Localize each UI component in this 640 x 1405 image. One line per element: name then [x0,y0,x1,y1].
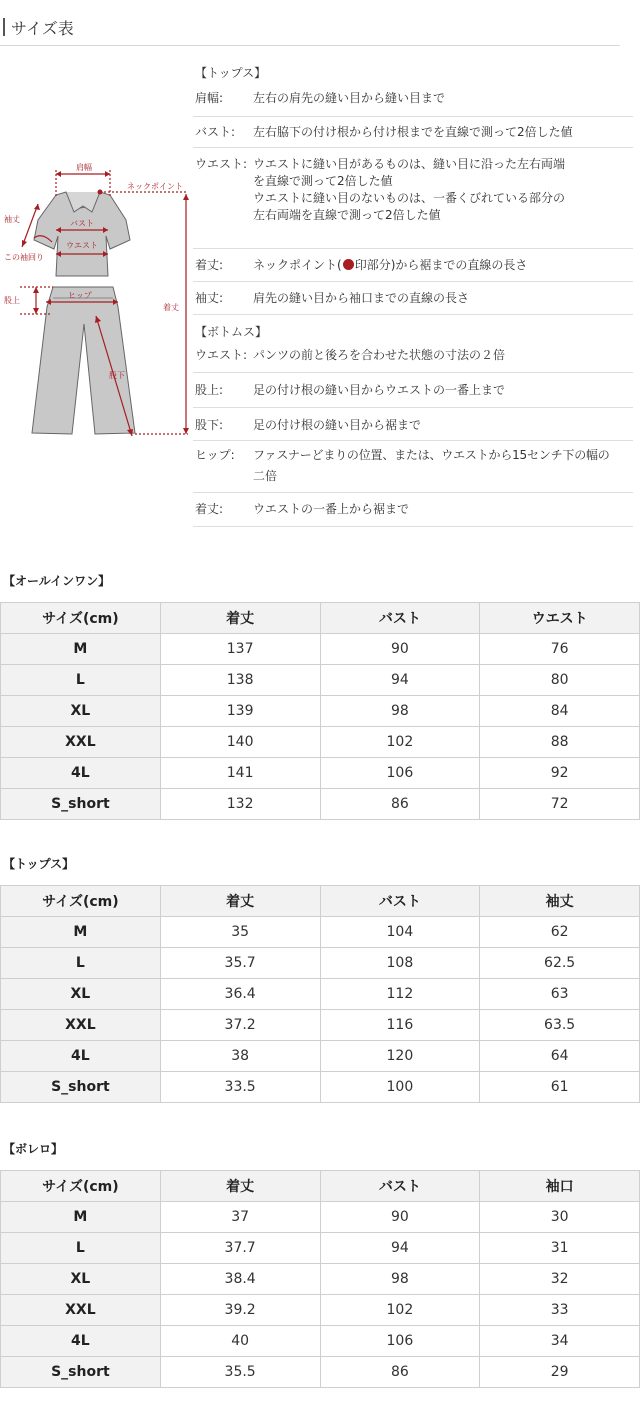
table-row [1,1357,640,1388]
table-cell: 31 [480,1233,640,1264]
size-label-cell: XL [1,979,161,1010]
neck-point-label: ネックポイント [127,182,183,191]
size-table [0,1170,640,1388]
hip-label: ヒップ [68,291,92,300]
cuff-label: この袖回り [4,253,44,262]
table-row [1,696,640,727]
table-cell: 98 [320,1264,480,1295]
size-label-cell: L [1,665,161,696]
def-desc: パンツの前と後ろを合わせた状態の寸法の２倍 [253,348,506,362]
table-header-cell: サイズ(cm) [1,886,161,917]
table-row [1,948,640,979]
size-label-cell: 4L [1,1041,161,1072]
table-cell: 140 [160,727,320,758]
table-row [1,1233,640,1264]
table-cell: 102 [320,1295,480,1326]
table-cell: 88 [480,727,640,758]
def-row-waist [193,148,633,249]
size-label-cell: M [1,917,161,948]
measurement-guide [0,52,640,552]
def-row-sleeve [193,282,633,315]
inseam-label: 股下 [109,371,125,380]
table-row [1,1072,640,1103]
table-cell: 132 [160,789,320,820]
table-cell: 36.4 [160,979,320,1010]
size-label-cell: L [1,1233,161,1264]
table-cell: 86 [320,1357,480,1388]
table-cell: 62.5 [480,948,640,979]
table-cell: 61 [480,1072,640,1103]
size-label-cell: 4L [1,1326,161,1357]
def-row-rise [193,373,633,408]
def-desc: 左右の肩先の縫い目から縫い目まで [253,91,446,105]
table-cell: 34 [480,1326,640,1357]
table-cell: 33.5 [160,1072,320,1103]
bust-label: バスト [70,219,94,228]
table-cell: 106 [320,1326,480,1357]
size-label-cell: L [1,948,161,979]
table-cell: 40 [160,1326,320,1357]
def-term: バスト: [195,125,236,139]
size-table [0,885,640,1103]
table-cell: 92 [480,758,640,789]
table-row [1,1326,640,1357]
table-cell: 94 [320,665,480,696]
def-desc [253,257,633,274]
table-header-cell: 着丈 [160,886,320,917]
table-cell: 86 [320,789,480,820]
table-row [1,1010,640,1041]
table-header-cell: 着丈 [160,603,320,634]
table-cell: 98 [320,696,480,727]
def-desc: 肩先の縫い目から袖口までの直線の長さ [253,291,470,305]
size-label-cell: M [1,1202,161,1233]
table-cell: 100 [320,1072,480,1103]
table-header-cell: サイズ(cm) [1,603,161,634]
def-desc: ウエストに縫い目があるものは、縫い目に沿った左右両端 [253,157,566,171]
def-desc: を直線で測って2倍した値 [253,174,393,188]
table-cell: 39.2 [160,1295,320,1326]
def-desc-part: 印部分)から裾までの直線の長さ [354,258,528,272]
table-cell: 108 [320,948,480,979]
table-cell: 38.4 [160,1264,320,1295]
table-cell: 76 [480,634,640,665]
table-header-cell: 袖丈 [480,886,640,917]
def-desc: 左右両端を直線で測って2倍した値 [253,208,441,222]
page-header [0,12,620,46]
def-desc: 足の付け根の縫い目からウエストの一番上まで [253,383,506,397]
table-cell: 72 [480,789,640,820]
table-title: 【ボレロ】 [3,1142,64,1156]
table-cell: 139 [160,696,320,727]
table-cell: 90 [320,1202,480,1233]
table-cell: 62 [480,917,640,948]
def-term: ウエスト: [195,348,248,362]
pants-garment-shape [32,287,135,434]
table-header-cell: バスト [320,603,480,634]
table-cell: 104 [320,917,480,948]
table-header-cell: バスト [320,1171,480,1202]
table-cell: 63.5 [480,1010,640,1041]
table-cell: 112 [320,979,480,1010]
def-term: 着丈: [195,258,224,272]
neck-point-dot [98,190,103,195]
size-label-cell: S_short [1,789,161,820]
table-header-row [1,886,640,917]
size-label-cell: XXL [1,1295,161,1326]
def-term: 肩幅: [195,91,224,105]
size-label-cell: XXL [1,1010,161,1041]
measurement-definitions [193,52,633,527]
def-term: ウエスト: [195,157,248,171]
waist-label: ウエスト [66,241,98,250]
size-label-cell: XL [1,696,161,727]
table-row [1,979,640,1010]
def-row-shoulder [193,84,633,117]
table-header-cell: 袖口 [480,1171,640,1202]
def-term: 着丈: [195,502,224,516]
table-row [1,1202,640,1233]
table-cell: 35.5 [160,1357,320,1388]
def-term: ヒップ: [195,448,235,462]
garment-illustration [0,102,192,442]
table-cell: 35 [160,917,320,948]
def-desc-part: ネックポイント( [253,258,342,272]
rise-label: 股上 [4,296,20,305]
table-row [1,634,640,665]
table-header-row [1,603,640,634]
table-cell: 80 [480,665,640,696]
def-term: 袖丈: [195,291,224,305]
table-header-cell: バスト [320,886,480,917]
def-row-length [193,249,633,282]
def-row-bottom-length [193,493,633,527]
table-cell: 94 [320,1233,480,1264]
table-cell: 32 [480,1264,640,1295]
table-header-cell: サイズ(cm) [1,1171,161,1202]
def-term: 股下: [195,418,224,432]
table-cell: 106 [320,758,480,789]
table-cell: 37.2 [160,1010,320,1041]
size-label-cell: S_short [1,1357,161,1388]
table-cell: 30 [480,1202,640,1233]
table-row [1,1041,640,1072]
table-cell: 37 [160,1202,320,1233]
size-label-cell: S_short [1,1072,161,1103]
table-title: 【オールインワン】 [3,574,111,588]
table-header-cell: ウエスト [480,603,640,634]
shoulder-label: 肩幅 [76,163,92,172]
table-cell: 64 [480,1041,640,1072]
size-table [0,602,640,820]
def-row-bust [193,117,633,148]
def-row-inseam [193,408,633,441]
def-term: 股上: [195,383,224,397]
table-cell: 35.7 [160,948,320,979]
def-row-bottom-waist [193,343,633,373]
table-title: 【トップス】 [3,857,75,871]
table-cell: 90 [320,634,480,665]
table-cell: 84 [480,696,640,727]
size-label-cell: 4L [1,758,161,789]
size-label-cell: XL [1,1264,161,1295]
table-cell: 37.7 [160,1233,320,1264]
bottoms-guide-title: 【ボトムス】 [195,325,268,339]
table-cell: 116 [320,1010,480,1041]
table-header-cell: 着丈 [160,1171,320,1202]
table-row [1,1295,640,1326]
def-desc: ウエストの一番上から裾まで [253,502,410,516]
table-header-row [1,1171,640,1202]
table-cell: 137 [160,634,320,665]
length-label: 着丈 [163,303,179,312]
def-desc: ファスナーどまりの位置、または、ウエストから15センチ下の幅の [253,448,610,462]
def-row-hip [193,441,633,493]
tops-guide-title: 【トップス】 [195,66,267,80]
def-desc: 二倍 [253,469,278,483]
table-row [1,727,640,758]
table-cell: 38 [160,1041,320,1072]
table-cell: 33 [480,1295,640,1326]
size-label-cell: M [1,634,161,665]
sleeve-label: 袖丈 [4,215,20,224]
header-accent-bar [3,18,5,36]
table-cell: 63 [480,979,640,1010]
table-cell: 141 [160,758,320,789]
page-title: サイズ表 [11,19,74,38]
table-row [1,665,640,696]
table-cell: 102 [320,727,480,758]
table-cell: 138 [160,665,320,696]
table-cell: 120 [320,1041,480,1072]
table-cell: 29 [480,1357,640,1388]
def-desc: 左右脇下の付け根から付け根までを直線で測って2倍した値 [253,125,573,139]
def-desc: 足の付け根の縫い目から裾まで [253,418,422,432]
neck-point-marker-icon [343,259,354,270]
def-desc: ウエストに縫い目のないものは、一番くびれている部分の [253,191,566,205]
table-row [1,758,640,789]
size-label-cell: XXL [1,727,161,758]
table-row [1,1264,640,1295]
table-row [1,789,640,820]
table-row [1,917,640,948]
